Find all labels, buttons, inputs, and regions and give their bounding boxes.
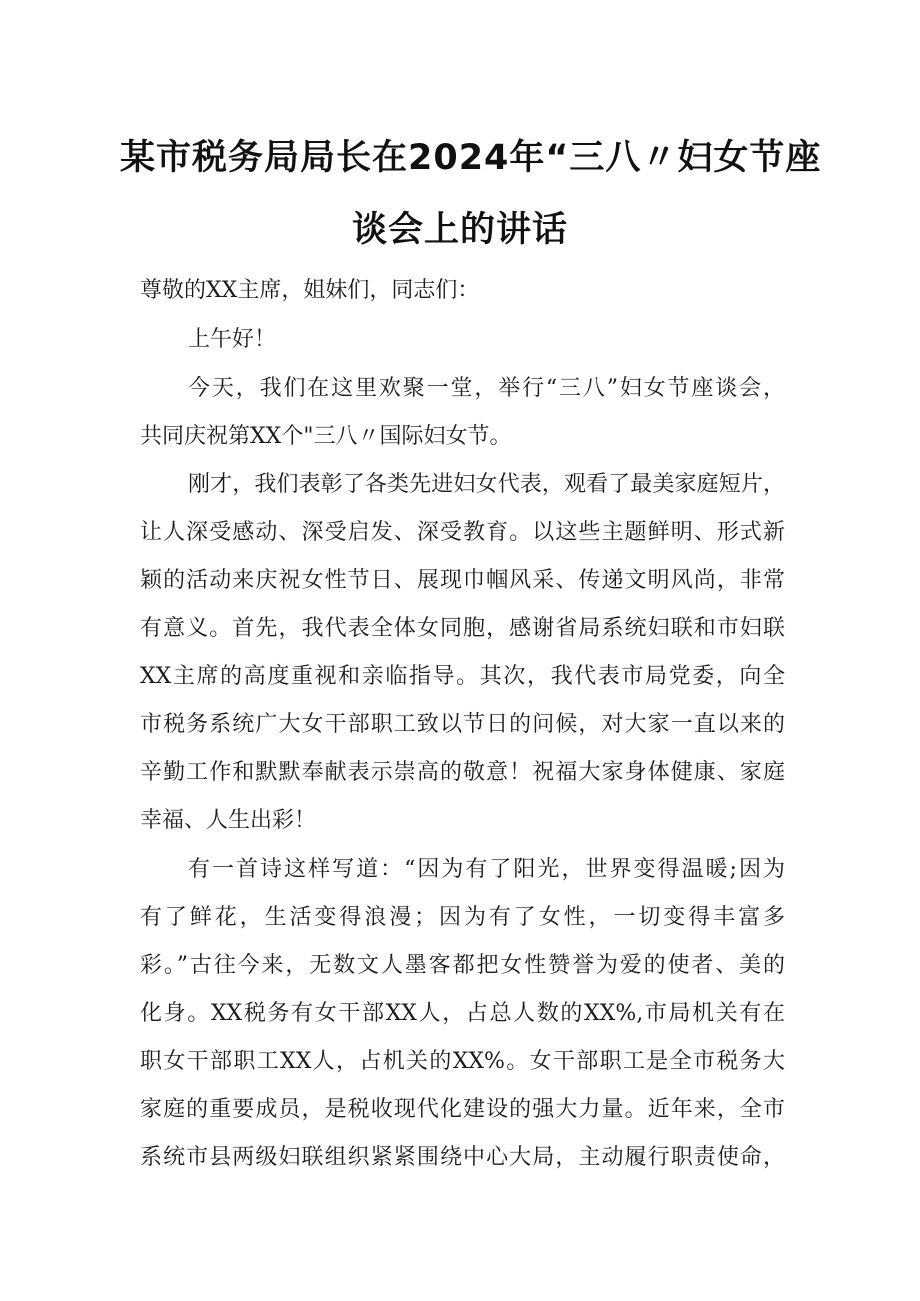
paragraph-line: 刚才，我们表彰了各类先进妇女代表，观看了最美家庭短片， — [188, 472, 785, 497]
paragraph-line: 幸福、人生出彩！ — [140, 808, 317, 833]
paragraph-line: 市税务系统广大女干部职工致以节日的问候，对大家一直以来的 — [140, 712, 785, 737]
paragraph-line: 辛勤工作和默默奉献表示崇高的敬意！祝福大家身体健康、家庭 — [140, 760, 785, 785]
document-title-line-2: 谈会上的讲话 — [351, 210, 568, 250]
paragraph-line: 今天，我们在这里欢聚一堂，举行“三八”妇女节座谈会， — [188, 376, 785, 401]
document-title-line-1: 某市税务局局长在2024年“三八〃妇女节座 — [120, 138, 822, 178]
paragraph-line: 有意义。首先，我代表全体女同胞，感谢省局系统妇联和市妇联 — [140, 616, 785, 641]
paragraph-line: 家庭的重要成员，是税收现代化建设的强大力量。近年来，全市 — [140, 1097, 785, 1122]
paragraph-line: 职女干部职工XX人，占机关的XX%。女干部职工是全市税务大 — [140, 1049, 785, 1074]
salutation: 尊敬的XX主席，姐妹们，同志们： — [140, 278, 480, 303]
paragraph-line: 让人深受感动、深受启发、深受教育。以这些主题鲜明、形式新 — [140, 520, 785, 545]
paragraph-line: 颖的活动来庆祝女性节日、展现巾帼风采、传递文明风尚，非常 — [140, 568, 785, 593]
paragraph-line: 共同庆祝第XX个"三八〃国际妇女节。 — [140, 424, 512, 449]
paragraph-line: 彩。”古往今来，无数文人墨客都把女性赞誉为爱的使者、美的 — [140, 953, 785, 978]
paragraph-line: 有一首诗这样写道：“因为有了阳光，世界变得温暖;因为 — [188, 857, 785, 882]
paragraph-line: 化身。XX税务有女干部XX人，占总人数的XX%,市局机关有在 — [140, 1001, 785, 1026]
paragraph-line: XX主席的高度重视和亲临指导。其次，我代表市局党委，向全 — [140, 664, 785, 689]
greeting: 上午好！ — [188, 327, 277, 352]
paragraph-line: 系统市县两级妇联组织紧紧围绕中心大局，主动履行职责使命， — [140, 1145, 785, 1170]
paragraph-line: 有了鲜花，生活变得浪漫；因为有了女性，一切变得丰富多 — [140, 905, 785, 930]
